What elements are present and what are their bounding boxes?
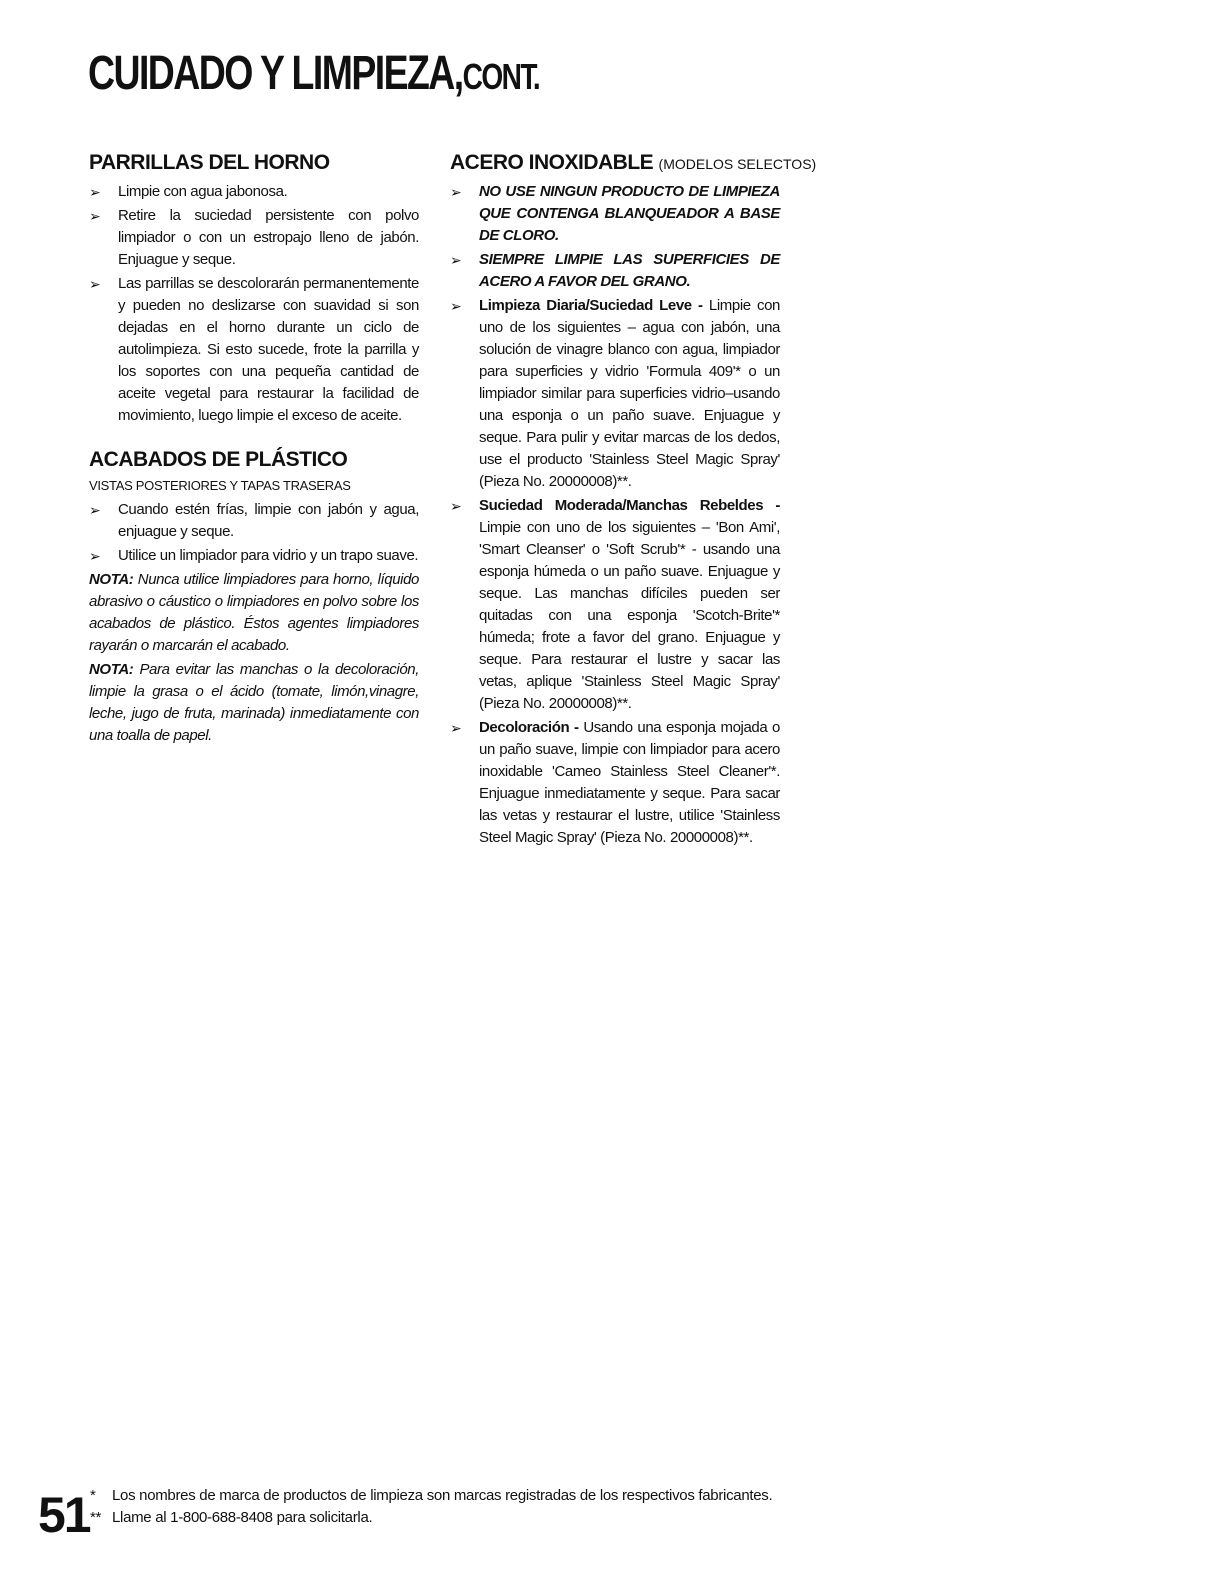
arrow-bullet-icon: ➢	[89, 548, 101, 565]
list-item: ➢ Limpie con agua jabonosa.	[89, 181, 419, 203]
acero-list	[450, 181, 780, 849]
arrow-bullet-icon: ➢	[450, 498, 462, 515]
arrow-bullet-icon: ➢	[89, 208, 101, 225]
left-column	[89, 150, 419, 749]
arrow-bullet-icon: ➢	[450, 184, 462, 201]
list-item: ➢ Utilice un limpiador para vidrio y un trapo suave.	[89, 545, 419, 567]
note-plastico: NOTA: Nunca utilice limpiadores para horno, líquido abrasivo o cáustico o limpiadores en polvo sobre los acabados de plástico. Éstos agentes limpiadores rayarán o marcarán el acabado.	[89, 571, 419, 655]
page-number: 51	[38, 1487, 90, 1543]
heading-parrillas: PARRILLAS DEL HORNO	[89, 151, 330, 174]
list-item: ➢ Las parrillas se descolorarán permanentemente y pueden no deslizarse con suavidad si son dejadas en el horno durante un ciclo de autolimpieza. Si esto sucede, frote la parrilla y los soportes con una pequeña cantidad de aceite vegetal para restaurar la facilidad de movimiento, luego limpie el exceso de aceite.	[89, 275, 419, 425]
note-manchas: NOTA: Para evitar las manchas o la decoloración, limpie la grasa o el ácido (tomate, limón,vinagre, leche, jugo de fruta, marinada) inmediatamente con una toalla de papel.	[89, 661, 419, 745]
parrillas-list	[89, 181, 419, 427]
footnotes	[90, 1485, 772, 1529]
list-item: ➢ Decoloración - Usando una esponja mojada o un paño suave, limpie con limpiador para acero inoxidable 'Cameo Stainless Steel Cleaner'*. Enjuague inmediatamente y seque. Para sacar las vetas y restaurar el lustre, utilice 'Stainless Steel Magic Spray' (Pieza No. 20000008)**.	[450, 719, 781, 847]
right-column	[450, 150, 817, 851]
heading-acero: ACERO INOXIDABLE (MODELOS SELECTOS)	[450, 151, 817, 174]
arrow-bullet-icon: ➢	[89, 184, 101, 201]
arrow-bullet-icon: ➢	[450, 298, 462, 315]
arrow-bullet-icon: ➢	[89, 502, 101, 519]
list-item: ➢ Cuando estén frías, limpie con jabón y agua, enjuague y seque.	[89, 501, 419, 541]
arrow-bullet-icon: ➢	[450, 720, 462, 737]
arrow-bullet-icon: ➢	[89, 276, 101, 293]
page-title: CUIDADO Y LIMPIEZA,CONT.	[88, 47, 540, 100]
subheading-plastico: VISTAS POSTERIORES Y TAPAS TRASERAS	[89, 478, 351, 494]
list-item: ➢ Suciedad Moderada/Manchas Rebeldes - Limpie con uno de los siguientes – 'Bon Ami', 'Smart Cleanser' o 'Soft Scrub'* - usando una esponja húmeda o un paño suave. Enjuague y seque. Las manchas difíciles pueden ser quitadas con una esponja 'Scotch-Brite'* húmeda; frote a favor del grano. Enjuague y seque. Para restaurar el lustre y sacar las vetas, aplique 'Stainless Steel Magic Spray' (Pieza No. 20000008)**.	[450, 497, 780, 713]
list-item: ➢ NO USE NINGUN PRODUCTO DE LIMPIEZA QUE CONTENGA BLANQUEADOR A BASE DE CLORO.	[450, 183, 780, 245]
list-item: ➢ Limpieza Diaria/Suciedad Leve - Limpie con uno de los siguientes – agua con jabón, una solución de vinagre blanco con agua, limpiador para superficies y vidrio 'Formula 409'* o un limpiador similar para superficies vidrio–usando una esponja o un paño suave. Enjuague y seque. Para pulir y evitar marcas de los dedos, use el producto 'Stainless Steel Magic Spray' (Pieza No. 20000008)**.	[450, 297, 781, 491]
footnote-trademarks: * Los nombres de marca de productos de limpieza son marcas registradas de los respectivos fabricantes.	[90, 1487, 773, 1504]
plastico-list	[89, 499, 419, 567]
list-item: ➢ SIEMPRE LIMPIE LAS SUPERFICIES DE ACERO A FAVOR DEL GRANO.	[450, 251, 780, 291]
footnote-phone: ** Llame al 1-800-688-8408 para solicitarla.	[90, 1509, 373, 1526]
arrow-bullet-icon: ➢	[450, 252, 462, 269]
heading-plastico: ACABADOS DE PLÁSTICO	[89, 448, 348, 472]
list-item: ➢ Retire la suciedad persistente con polvo limpiador o con un estropajo lleno de jabón. Enjuague y seque.	[89, 207, 419, 269]
